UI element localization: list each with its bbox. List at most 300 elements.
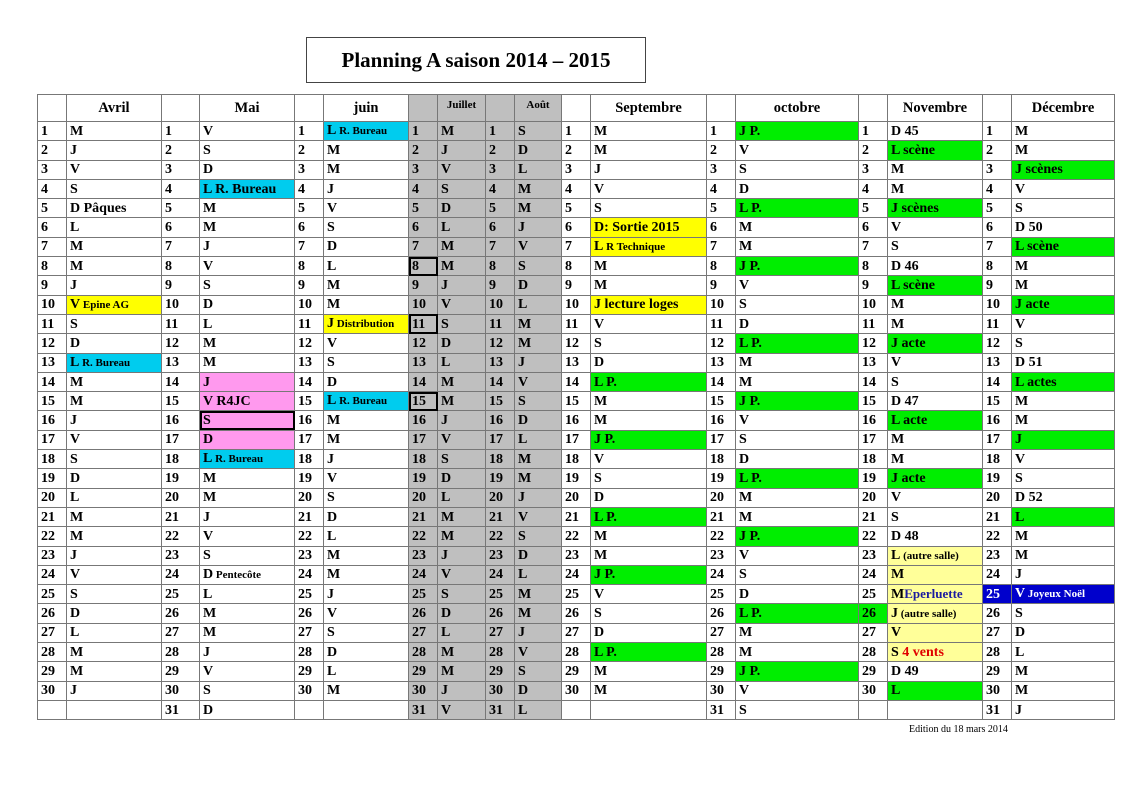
day-letter: V	[518, 509, 529, 525]
day-entry	[200, 179, 295, 198]
day-number: 18	[859, 450, 888, 469]
day-letter: M	[739, 374, 753, 390]
day-entry	[438, 469, 486, 488]
day-letter: J scènes	[891, 200, 939, 216]
day-entry	[736, 411, 859, 430]
day-number: 3	[162, 160, 200, 179]
day-letter: D	[1015, 625, 1026, 641]
day-letter: V	[739, 548, 750, 564]
day-number: 4	[859, 179, 888, 198]
day-number: 15	[983, 392, 1012, 411]
day-number: 21	[859, 507, 888, 526]
day-letter: J	[518, 490, 525, 506]
day-number: 1	[562, 122, 591, 141]
day-number: 16	[562, 411, 591, 430]
day-letter: J	[1015, 432, 1022, 448]
day-letter: J scènes	[1015, 162, 1063, 178]
day-entry	[888, 643, 983, 662]
day-letter: D	[739, 451, 750, 467]
day-number: 6	[409, 218, 438, 237]
day-entry	[67, 314, 162, 333]
day-entry	[67, 353, 162, 372]
day-number: 9	[38, 276, 67, 295]
day-entry	[200, 681, 295, 700]
day-number: 11	[486, 314, 515, 333]
day-letter: M	[441, 644, 455, 660]
day-number: 4	[295, 179, 324, 198]
day-entry	[438, 160, 486, 179]
day-letter: M	[1015, 278, 1029, 294]
day-entry	[888, 469, 983, 488]
day-letter: S	[327, 220, 335, 236]
day-number: 21	[707, 507, 736, 526]
day-entry	[438, 314, 486, 333]
day-entry	[1012, 662, 1115, 681]
day-letter: D	[441, 335, 452, 351]
day-entry	[888, 334, 983, 353]
day-number: 26	[859, 604, 888, 623]
day-letter: D	[203, 297, 214, 313]
table-row	[38, 353, 1115, 372]
table-row	[38, 527, 1115, 546]
day-entry	[736, 295, 859, 314]
day-entry	[591, 353, 707, 372]
day-letter: J P.	[739, 258, 761, 274]
day-number: 11	[38, 314, 67, 333]
day-entry	[67, 276, 162, 295]
day-number: 7	[162, 237, 200, 256]
day-entry	[515, 276, 562, 295]
table-row	[38, 662, 1115, 681]
day-number: 3	[707, 160, 736, 179]
day-entry	[591, 237, 707, 256]
day-entry	[888, 585, 983, 604]
day-letter: L	[70, 625, 80, 641]
day-number: 8	[295, 257, 324, 276]
day-entry	[324, 122, 409, 141]
day-letter: S	[70, 451, 78, 467]
day-entry	[736, 488, 859, 507]
day-letter: J P.	[739, 663, 761, 679]
event-note: 4 vents	[898, 644, 944, 660]
day-entry	[515, 469, 562, 488]
day-letter: S	[203, 278, 211, 294]
day-letter: D Pâques	[70, 200, 127, 216]
day-number: 29	[707, 662, 736, 681]
day-entry	[736, 546, 859, 565]
day-letter: L	[70, 220, 80, 236]
day-entry	[1012, 643, 1115, 662]
day-number: 16	[486, 411, 515, 430]
day-letter: S	[70, 316, 78, 332]
day-letter: V	[441, 567, 452, 583]
day-letter: J	[441, 413, 448, 429]
day-letter: M	[327, 162, 341, 178]
day-entry	[591, 507, 707, 526]
day-letter: S	[594, 200, 602, 216]
day-number: 24	[162, 565, 200, 584]
day-letter: M	[518, 335, 532, 351]
day-letter: L P.	[739, 470, 762, 486]
day-number: 22	[562, 527, 591, 546]
day-entry	[324, 218, 409, 237]
day-letter: S	[1015, 470, 1023, 486]
day-entry	[324, 353, 409, 372]
day-entry	[438, 643, 486, 662]
day-letter: V	[1015, 316, 1026, 332]
day-number: 25	[707, 585, 736, 604]
day-entry	[1012, 469, 1115, 488]
day-letter: J	[518, 625, 525, 641]
table-row	[38, 276, 1115, 295]
day-entry	[67, 450, 162, 469]
day-entry	[591, 160, 707, 179]
day-letter: M	[203, 606, 217, 622]
day-letter: D	[739, 316, 750, 332]
day-entry	[324, 392, 409, 411]
day-entry	[515, 430, 562, 449]
day-letter: J	[441, 548, 448, 564]
day-number: 18	[707, 450, 736, 469]
day-letter: M	[594, 258, 608, 274]
day-number: 9	[707, 276, 736, 295]
day-letter: L	[594, 238, 604, 254]
day-number: 15	[562, 392, 591, 411]
day-entry	[515, 546, 562, 565]
day-letter: M	[518, 316, 532, 332]
day-letter: J	[891, 605, 898, 621]
day-letter: S	[739, 432, 747, 448]
day-letter: M	[891, 451, 905, 467]
day-entry	[324, 643, 409, 662]
day-entry	[591, 218, 707, 237]
day-letter: V	[594, 586, 605, 602]
day-entry	[67, 257, 162, 276]
day-letter: L	[70, 490, 80, 506]
day-number: 25	[38, 585, 67, 604]
day-entry	[591, 450, 707, 469]
day-number: 12	[562, 334, 591, 353]
day-entry	[515, 681, 562, 700]
day-entry	[515, 527, 562, 546]
day-letter: S	[594, 606, 602, 622]
day-letter: J	[203, 644, 210, 660]
day-letter: S	[441, 181, 449, 197]
day-letter: J	[1015, 702, 1022, 718]
day-number: 19	[295, 469, 324, 488]
day-number: 2	[562, 141, 591, 160]
day-entry	[67, 507, 162, 526]
day-number: 19	[983, 469, 1012, 488]
day-entry	[67, 411, 162, 430]
day-number: 15	[295, 392, 324, 411]
table-row	[38, 681, 1115, 700]
day-number: 15	[409, 392, 438, 411]
day-entry	[438, 411, 486, 430]
day-letter: S	[739, 162, 747, 178]
day-letter: L	[441, 625, 451, 641]
day-entry	[438, 141, 486, 160]
day-entry	[888, 507, 983, 526]
table-row	[38, 295, 1115, 314]
day-number: 18	[486, 450, 515, 469]
day-entry	[438, 565, 486, 584]
day-letter: J	[327, 181, 334, 197]
day-number: 23	[859, 546, 888, 565]
day-letter: D	[594, 490, 605, 506]
day-number: 1	[859, 122, 888, 141]
day-number: 12	[486, 334, 515, 353]
day-letter: L	[327, 123, 337, 139]
day-entry	[67, 392, 162, 411]
day-entry	[591, 276, 707, 295]
day-number: 17	[707, 430, 736, 449]
day-letter: M	[70, 528, 84, 544]
day-number: 26	[409, 604, 438, 623]
day-entry	[515, 295, 562, 314]
day-letter: V	[891, 625, 902, 641]
table-row	[38, 392, 1115, 411]
day-number: 26	[983, 604, 1012, 623]
day-letter: V	[441, 297, 452, 313]
day-number: 31	[409, 700, 438, 719]
day-entry	[324, 257, 409, 276]
day-letter: L P.	[739, 606, 762, 622]
month-header: Décembre	[1012, 95, 1115, 122]
day-entry	[67, 488, 162, 507]
day-entry	[438, 218, 486, 237]
day-letter: L	[203, 316, 213, 332]
day-number: 24	[707, 565, 736, 584]
day-number: 25	[859, 585, 888, 604]
day-number: 25	[486, 585, 515, 604]
day-letter: V	[891, 490, 902, 506]
day-number: 9	[983, 276, 1012, 295]
day-entry	[438, 430, 486, 449]
day-number: 1	[38, 122, 67, 141]
day-number: 30	[707, 681, 736, 700]
day-entry	[736, 565, 859, 584]
day-letter: D	[203, 702, 214, 718]
day-entry	[1012, 681, 1115, 700]
day-letter: M	[441, 393, 455, 409]
day-entry	[591, 469, 707, 488]
day-letter: J	[594, 162, 601, 178]
day-entry	[888, 237, 983, 256]
day-letter: M	[203, 625, 217, 641]
day-entry	[736, 257, 859, 276]
day-entry	[1012, 179, 1115, 198]
day-number: 13	[162, 353, 200, 372]
day-entry	[200, 218, 295, 237]
day-entry	[888, 179, 983, 198]
day-entry	[324, 372, 409, 391]
day-letter: D	[203, 162, 214, 178]
day-number: 27	[859, 623, 888, 642]
day-number: 14	[486, 372, 515, 391]
day-entry	[591, 334, 707, 353]
day-letter: M	[594, 413, 608, 429]
day-letter: L	[891, 683, 901, 699]
day-number: 30	[983, 681, 1012, 700]
day-letter: V	[327, 335, 338, 351]
day-entry	[438, 700, 486, 719]
day-number: 25	[162, 585, 200, 604]
day-number: 12	[859, 334, 888, 353]
day-letter: V	[891, 220, 902, 236]
day-letter: L	[327, 393, 337, 409]
day-entry	[67, 546, 162, 565]
day-number: 11	[295, 314, 324, 333]
day-number: 21	[162, 507, 200, 526]
day-number: 2	[162, 141, 200, 160]
day-letter: V	[739, 413, 750, 429]
day-number: 22	[409, 527, 438, 546]
day-number: 10	[162, 295, 200, 314]
day-letter: D	[70, 470, 81, 486]
day-letter: J	[441, 683, 448, 699]
day-letter: D	[441, 606, 452, 622]
day-entry	[67, 604, 162, 623]
day-letter: V	[327, 606, 338, 622]
day-letter: S	[739, 297, 747, 313]
day-entry	[888, 141, 983, 160]
day-letter: L actes	[1015, 374, 1057, 390]
day-entry	[736, 141, 859, 160]
day-number: 1	[295, 122, 324, 141]
day-letter: V	[594, 316, 605, 332]
day-entry	[888, 199, 983, 218]
month-header: Septembre	[591, 95, 707, 122]
month-header-row	[38, 95, 1115, 122]
day-entry	[888, 565, 983, 584]
day-number: 19	[707, 469, 736, 488]
day-number: 22	[38, 527, 67, 546]
day-number: 7	[38, 237, 67, 256]
table-row	[38, 160, 1115, 179]
day-number: 27	[983, 623, 1012, 642]
day-number: 22	[859, 527, 888, 546]
day-entry	[888, 623, 983, 642]
day-letter: J acte	[891, 470, 926, 486]
day-number: 29	[162, 662, 200, 681]
day-number: 5	[859, 199, 888, 218]
day-number: 2	[295, 141, 324, 160]
day-letter: L acte	[891, 413, 928, 429]
day-number: 8	[38, 257, 67, 276]
day-entry	[200, 141, 295, 160]
month-header: Août	[515, 95, 562, 122]
day-number: 6	[295, 218, 324, 237]
day-entry	[736, 314, 859, 333]
day-number: 28	[486, 643, 515, 662]
day-entry	[515, 141, 562, 160]
day-letter: S	[203, 683, 211, 699]
day-number: 21	[562, 507, 591, 526]
day-number: 10	[486, 295, 515, 314]
event-note: Distribution	[334, 318, 395, 331]
day-number: 26	[295, 604, 324, 623]
day-number: 18	[983, 450, 1012, 469]
day-number: 31	[486, 700, 515, 719]
day-entry	[1012, 585, 1115, 604]
day-letter: J	[327, 316, 334, 332]
day-number: 20	[562, 488, 591, 507]
day-letter: J	[203, 239, 210, 255]
day-entry	[1012, 623, 1115, 642]
table-row	[38, 430, 1115, 449]
day-letter: D 51	[1015, 355, 1043, 371]
day-entry	[888, 160, 983, 179]
day-number: 28	[983, 643, 1012, 662]
day-entry	[515, 237, 562, 256]
day-number: 18	[38, 450, 67, 469]
day-entry	[438, 527, 486, 546]
day-letter: M	[203, 355, 217, 371]
day-letter: D	[441, 200, 452, 216]
day-entry	[1012, 314, 1115, 333]
day-letter: M	[327, 413, 341, 429]
day-letter: L	[441, 220, 451, 236]
day-number: 20	[983, 488, 1012, 507]
day-entry	[736, 681, 859, 700]
day-letter: M	[594, 663, 608, 679]
day-entry	[591, 392, 707, 411]
day-number: 17	[983, 430, 1012, 449]
event-note: R Technique	[603, 240, 666, 253]
day-entry	[515, 604, 562, 623]
day-entry	[736, 527, 859, 546]
day-entry	[736, 450, 859, 469]
event-note: Eperluette	[904, 586, 963, 602]
day-number: 30	[162, 681, 200, 700]
day-number: 26	[486, 604, 515, 623]
day-letter: M	[739, 239, 753, 255]
day-entry	[1012, 700, 1115, 719]
day-number: 29	[859, 662, 888, 681]
day-letter: L	[70, 354, 80, 370]
day-number: 24	[859, 565, 888, 584]
day-letter: V	[70, 432, 81, 448]
day-entry	[515, 314, 562, 333]
day-entry	[888, 527, 983, 546]
day-letter: S	[518, 393, 526, 409]
day-letter: D	[518, 278, 529, 294]
day-number: 10	[38, 295, 67, 314]
day-letter: D	[518, 413, 529, 429]
day-letter: D 45	[891, 123, 919, 139]
day-number: 29	[562, 662, 591, 681]
day-letter: M	[327, 432, 341, 448]
day-letter: S	[441, 586, 449, 602]
day-number: 15	[38, 392, 67, 411]
day-entry	[515, 643, 562, 662]
day-letter: V	[1015, 586, 1026, 602]
day-number: 16	[409, 411, 438, 430]
day-number: 5	[562, 199, 591, 218]
day-letter: L P.	[739, 200, 762, 216]
day-letter: J P.	[594, 432, 616, 448]
day-letter: J	[70, 278, 77, 294]
day-number: 31	[983, 700, 1012, 719]
day-number: 24	[409, 565, 438, 584]
day-entry	[324, 295, 409, 314]
day-entry	[324, 565, 409, 584]
month-header-spacer	[162, 95, 200, 122]
event-note: (autre salle)	[900, 549, 959, 562]
day-entry	[200, 314, 295, 333]
day-entry	[438, 295, 486, 314]
